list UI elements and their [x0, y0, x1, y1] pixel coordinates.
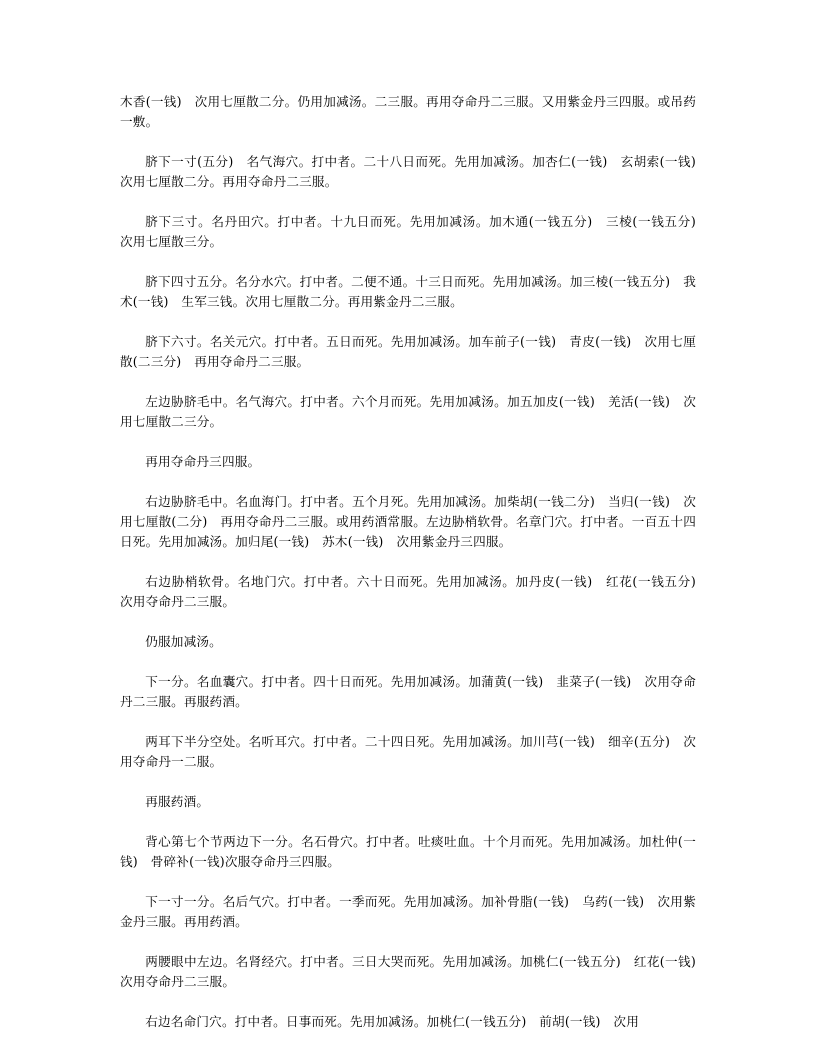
paragraph-6: 再用夺命丹三四服。 [145, 454, 261, 469]
paragraph-15: 两腰眼中左边。名肾经穴。打中者。三日大哭而死。先用加减汤。加桃仁(一钱五分) 红花(一钱) 次用夺命丹二三服。 [120, 954, 709, 989]
paragraph-13: 背心第七个节两边下一分。名石骨穴。打中者。吐痰吐血。十个月而死。先用加减汤。加杜仲(一钱) 骨碎补(一钱)次服夺命丹三四服。 [120, 834, 696, 869]
paragraph-16: 右边名命门穴。打中者。日事而死。先用加减汤。加桃仁(一钱五分) 前胡(一钱) 次用 [145, 1014, 640, 1029]
paragraph-2: 脐下三寸。名丹田穴。打中者。十九日而死。先用加减汤。加木通(一钱五分) 三棱(一钱五分) 次用七厘散三分。 [120, 214, 709, 249]
paragraph-0: 木香(一钱) 次用七厘散二分。仍用加减汤。二三服。再用夺命丹二三服。又用紫金丹三四服。或吊药一敷。 [120, 94, 696, 129]
paragraph-14: 下一寸一分。名后气穴。打中者。一季而死。先用加减汤。加补骨脂(一钱) 乌药(一钱) 次用紫金丹三服。再用药酒。 [120, 894, 696, 929]
paragraph-10: 下一分。名血囊穴。打中者。四十日而死。先用加减汤。加蒲黄(一钱) 韭菜子(一钱) 次用夺命丹二三服。再服药酒。 [120, 674, 696, 709]
paragraph-1: 脐下一寸(五分) 名气海穴。打中者。二十八日而死。先用加减汤。加杏仁(一钱) 玄胡索(一钱) 次用七厘散二分。再用夺命丹二三服。 [120, 154, 709, 189]
document-page [120, 92, 709, 1032]
paragraph-7: 右边胁脐毛中。名血海门。打中者。五个月死。先用加减汤。加柴胡(一钱二分) 当归(一钱) 次用七厘散(二分) 再用夺命丹二三服。或用药酒常服。左边胁梢软骨。名章门穴。打中者。一百五十四日死。先用加减汤。加归尾(一钱) 苏木(一钱) 次用紫金丹三四服。 [120, 494, 696, 549]
paragraph-3: 脐下四寸五分。名分水穴。打中者。二便不通。十三日而死。先用加减汤。加三棱(一钱五分) 我术(一钱) 生军三钱。次用七厘散二分。再用紫金丹二三服。 [120, 274, 696, 309]
paragraph-5: 左边胁脐毛中。名气海穴。打中者。六个月而死。先用加减汤。加五加皮(一钱) 羌活(一钱) 次用七厘散二三分。 [120, 394, 696, 429]
paragraph-9: 仍服加减汤。 [145, 634, 222, 649]
paragraph-8: 右边胁梢软骨。名地门穴。打中者。六十日而死。先用加减汤。加丹皮(一钱) 红花(一钱五分) 次用夺命丹二三服。 [120, 574, 709, 609]
paragraph-11: 两耳下半分空处。名听耳穴。打中者。二十四日死。先用加减汤。加川芎(一钱) 细辛(五分) 次用夺命丹一二服。 [120, 734, 696, 769]
paragraph-4: 脐下六寸。名关元穴。打中者。五日而死。先用加减汤。加车前子(一钱) 青皮(一钱) 次用七厘散(二三分) 再用夺命丹二三服。 [120, 334, 696, 369]
paragraph-12: 再服药酒。 [145, 794, 210, 809]
